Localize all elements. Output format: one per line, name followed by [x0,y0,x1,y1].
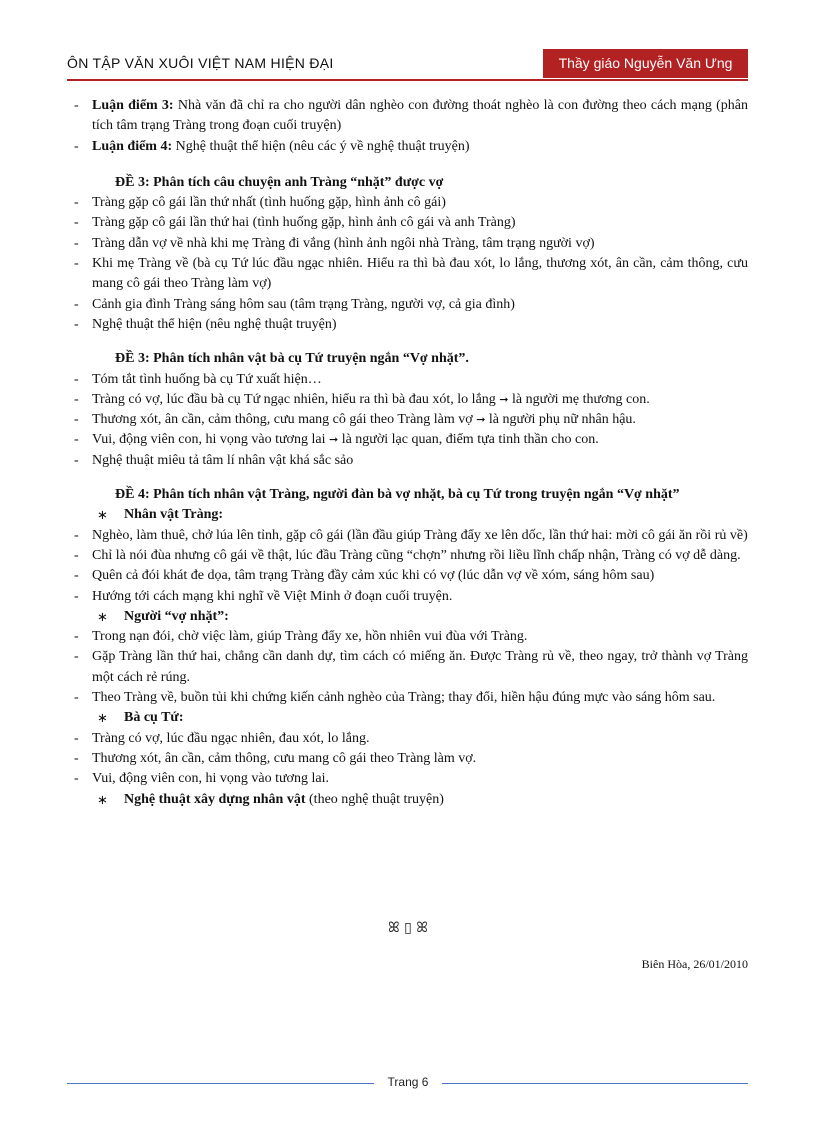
item-text: Tràng có vợ, lúc đầu ngạc nhiên, đau xót, lo lắng. [92,730,370,746]
dash-bullet: - [74,235,79,251]
page-number: Trang 6 [387,1075,429,1089]
item-text: là người phụ nữ nhân hậu. [485,412,636,428]
list-item [67,566,748,586]
page-header [67,49,748,81]
list-item [67,137,748,157]
item-text: Nghèo, làm thuê, chở lúa lên tỉnh, gặp cô gái (lần đầu giúp Tràng đẩy xe lên dốc, lần thứ hai: mời cô gái ăn rồi rủ về) [92,527,748,543]
list-item [67,430,748,450]
list-item [67,769,748,789]
dash-bullet: - [74,371,79,387]
list-item [67,749,748,769]
item-text: Nghệ thuật thể hiện (nêu nghệ thuật truyện) [92,316,337,332]
star-bullet-icon: ∗ [97,507,108,523]
item-label: Luận điểm 3: [92,98,174,113]
star-bullet-icon: ∗ [97,608,108,624]
document-body [67,96,748,810]
item-text: Trong nạn đói, chờ việc làm, giúp Tràng đẩy xe, hồn nhiên vui đùa với Tràng. [92,629,528,645]
dash-bullet: - [74,98,79,113]
subsection-title [67,505,748,525]
arrow-right-icon: ➞ [328,433,339,447]
dash-bullet: - [74,391,79,407]
item-text: Tràng gặp cô gái lần thứ hai (tình huống gặp, hình ảnh cô gái và anh Tràng) [92,215,516,231]
subsection-label: Bà cụ Tứ: [124,710,184,726]
ornament-book-icon: ꕤ ▯ ꕤ [388,920,428,936]
item-text: Gặp Tràng lần thứ hai, chẳng cần danh dự, tìm cách có miếng ăn. Được Tràng rủ về, theo ngay, trở thành vợ Tràng một cách rẻ rúng. [92,649,748,685]
item-label: Luận điểm 4: [92,138,173,154]
item-text: là người lạc quan, điểm tựa tinh thần cho con. [338,432,599,448]
author-badge: Thầy giáo Nguyễn Văn Ưng [543,49,748,78]
section-heading-de3-batu: ĐỀ 3: Phân tích nhân vật bà cụ Tứ truyện ngắn “Vợ nhặt”. [115,351,469,367]
item-text: là người mẹ thương con. [508,391,650,407]
dash-bullet: - [74,649,79,665]
subsection-title [67,708,748,728]
dash-bullet: - [74,750,79,766]
item-text: Quên cả đói khát đe dọa, tâm trạng Tràng đầy cảm xúc khi có vợ (lúc dẫn vợ về xóm, sáng hôm sau) [92,568,655,584]
list-item [67,234,748,254]
dash-bullet: - [74,412,79,428]
item-text: Tràng gặp cô gái lần thứ nhất (tình huống gặp, hình ảnh cô gái) [92,195,446,211]
dash-bullet: - [74,432,79,448]
arrow-right-icon: ➞ [476,413,486,427]
section-heading-de3-trang: ĐỀ 3: Phân tích câu chuyện anh Tràng “nhặt” được vợ [115,174,444,190]
item-text: Nghệ thuật miêu tả tâm lí nhân vật khá sắc sảo [92,452,354,468]
item-text: Tóm tắt tình huống bà cụ Tứ xuất hiện… [92,371,322,387]
item-text: Nghệ thuật thể hiện (nêu các ý về nghệ thuật truyện) [172,138,470,154]
list-item [67,295,748,315]
star-bullet-icon: ∗ [97,791,108,807]
dash-bullet: - [74,771,79,787]
item-text: Khi mẹ Tràng về (bà cụ Tứ lúc đầu ngạc nhiên. Hiểu ra thì bà đau xót, lo lắng, thương xót, ân cần, cảm thông, cưu mang cô gái theo Tràng làm vợ) [92,256,748,292]
arrow-right-icon: ➞ [499,392,509,406]
dash-bullet: - [74,588,79,604]
list-item [67,627,748,647]
list-item [67,96,748,137]
item-text: Cảnh gia đình Tràng sáng hôm sau (tâm trạng Tràng, người vợ, cả gia đình) [92,296,515,312]
list-item [67,526,748,546]
dash-bullet: - [74,547,79,563]
list-item [67,451,748,471]
list-item [67,193,748,213]
item-text: Thương xót, ân cần, cảm thông, cưu mang cô gái theo Tràng làm vợ. [92,750,477,766]
dash-bullet: - [74,215,79,231]
dash-bullet: - [74,195,79,211]
item-text: Vui, động viên con, hi vọng vào tương lai. [92,771,329,787]
dash-bullet: - [74,138,79,154]
item-text: Vui, động viên con, hi vọng vào tương lai [92,432,326,448]
dash-bullet: - [74,316,79,332]
star-bullet-icon: ∗ [97,710,108,726]
subsection-title [67,790,748,810]
place-date: Biên Hòa, 26/01/2010 [641,957,748,971]
list-item [67,688,748,708]
list-item [67,390,748,410]
dash-bullet: - [74,568,79,584]
list-item [67,546,748,566]
dash-bullet: - [74,527,79,543]
section-heading-de4: ĐỀ 4: Phân tích nhân vật Tràng, người đàn bà vợ nhặt, bà cụ Tứ trong truyện ngắn “Vợ nhặt” [115,487,680,503]
list-item [67,587,748,607]
document-title: ÔN TẬP VĂN XUÔI VIỆT NAM HIỆN ĐẠI [67,55,334,71]
item-text: Tràng dẫn vợ về nhà khi mẹ Tràng đi vắng (hình ảnh ngôi nhà Tràng, tâm trạng người vợ) [92,235,595,251]
dash-bullet: - [74,452,79,468]
subsection-label: Nghệ thuật xây dựng nhân vật [124,791,306,807]
item-text: (theo nghệ thuật truyện) [305,791,444,807]
item-text: Chỉ là nói đùa nhưng cô gái về thật, lúc đầu Tràng cũng “chợn” nhưng rồi liều lĩnh chấp nhận, Tràng có vợ dễ dàng. [92,547,741,563]
item-text: Theo Tràng về, buồn tủi khi chứng kiến cảnh nghèo của Tràng; thay đổi, hiền hậu đúng mực vào sáng hôm sau. [92,690,716,706]
subsection-label: Người “vợ nhặt”: [124,608,229,624]
item-text: Hướng tới cách mạng khi nghĩ về Việt Minh ở đoạn cuối truyện. [92,588,453,604]
subsection-title [67,607,748,627]
dash-bullet: - [74,256,79,272]
list-item [67,729,748,749]
list-item [67,213,748,233]
item-text: Nhà văn đã chỉ ra cho người dân nghèo con đường thoát nghèo là con đường theo cách mạng (phân tích tâm trạng Tràng trong đoạn cuối truyện) [92,98,749,134]
item-text: Tràng có vợ, lúc đầu bà cụ Tứ ngạc nhiên, hiểu ra thì bà đau xót, lo lắng [92,391,496,407]
subsection-label: Nhân vật Tràng: [124,507,224,523]
item-text: Thương xót, ân cần, cảm thông, cưu mang cô gái theo Tràng làm vợ [92,412,473,428]
list-item [67,254,748,295]
list-item [67,410,748,430]
dash-bullet: - [74,690,79,706]
dash-bullet: - [74,629,79,645]
dash-bullet: - [74,730,79,746]
list-item [67,315,748,335]
list-item [67,370,748,390]
dash-bullet: - [74,296,79,312]
list-item [67,647,748,688]
